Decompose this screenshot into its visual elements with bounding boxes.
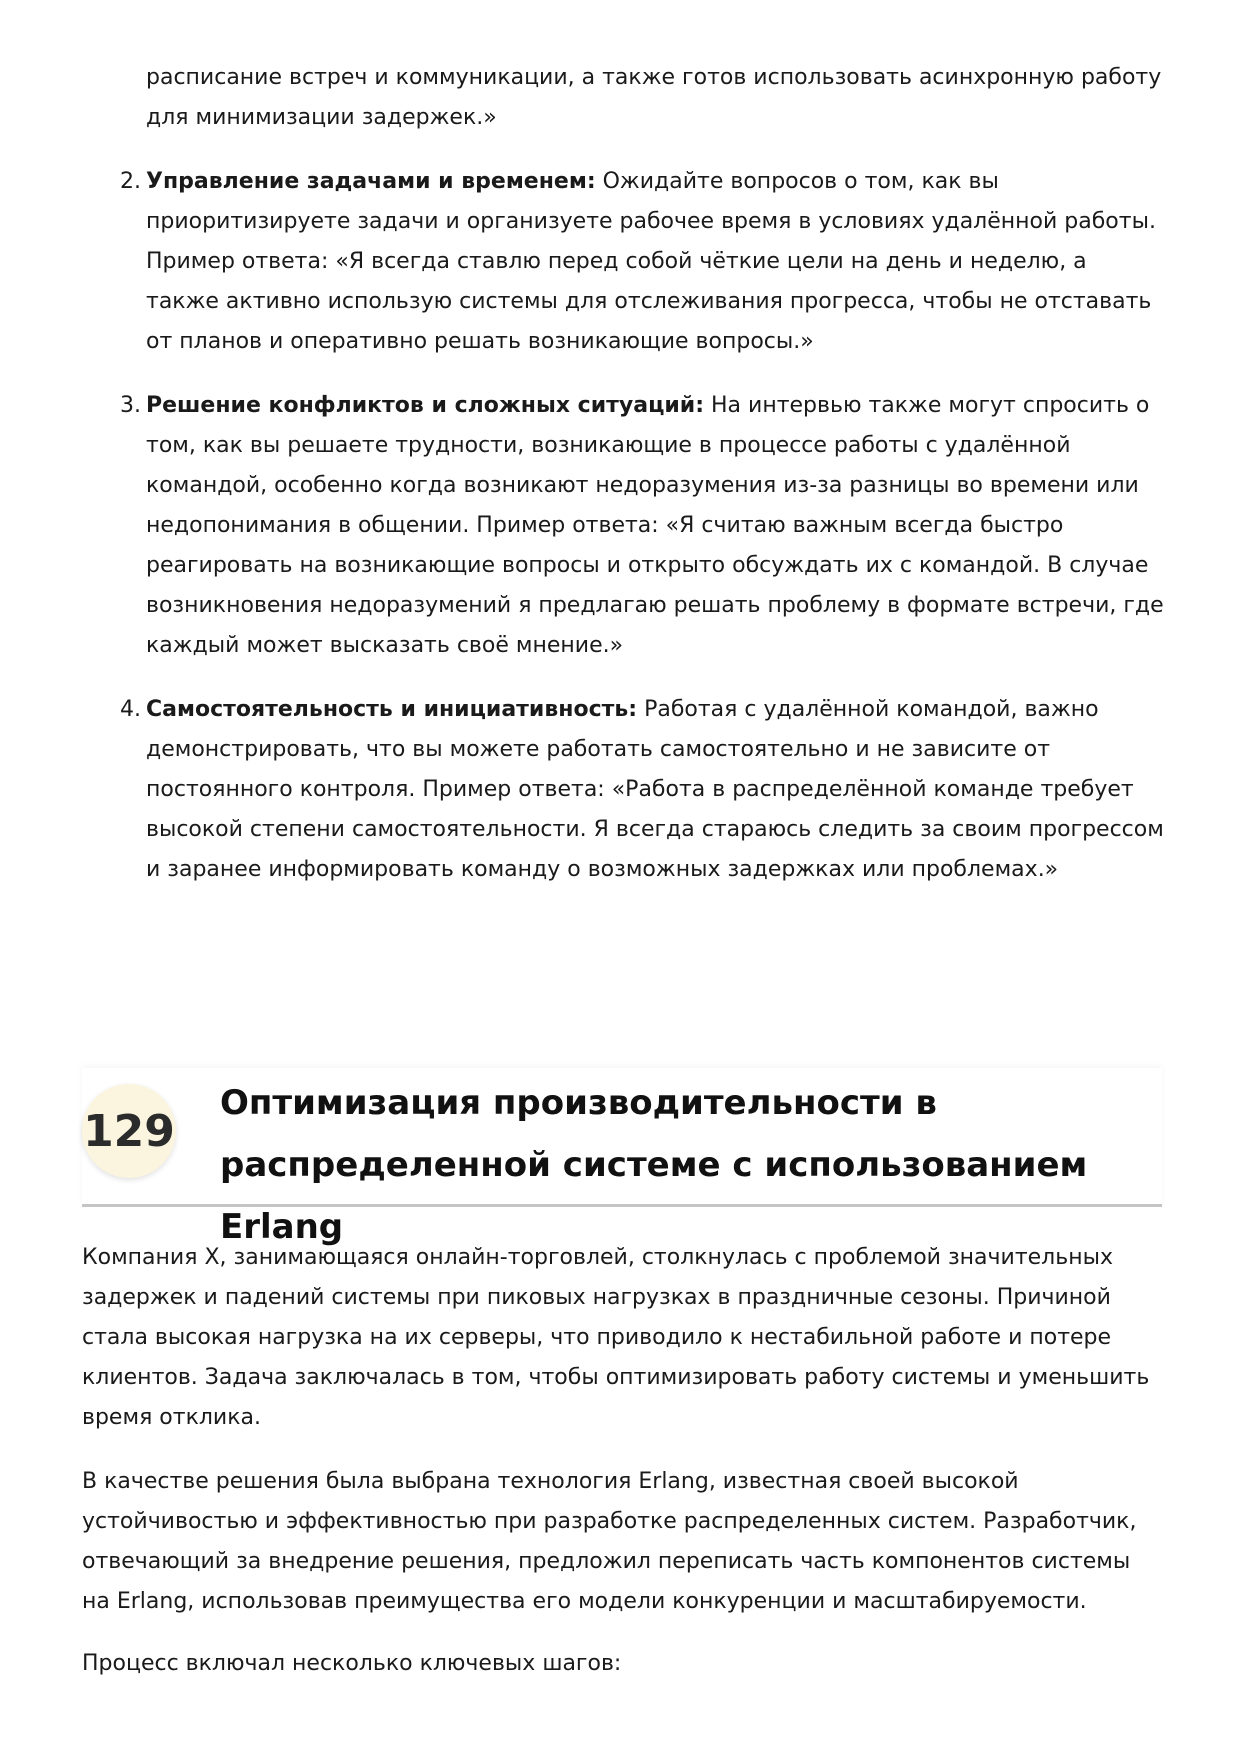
list-item bbox=[116, 690, 1166, 890]
list-item-number: 2. bbox=[120, 169, 141, 194]
list-item-title: Самостоятельность и инициативность: bbox=[146, 697, 638, 722]
numbered-list bbox=[116, 162, 1166, 914]
list-item-text: Работая с удалённой командой, важно демонстрировать, что вы можете работать самостоятельно и не зависите от постоянного контроля. Пример ответа: «Работа в распределённой команде требует высокой степени самостоятельности. Я всегда стараюсь следить за своим прогрессом и заранее информировать команду о возможных задержках или проблемах.» bbox=[146, 697, 1164, 882]
body-paragraph: Процесс включал несколько ключевых шагов: bbox=[82, 1651, 622, 1676]
list-item-text: На интервью также могут спросить о том, как вы решаете трудности, возникающие в процессе работы с удалённой командой, особенно когда возникают недоразумения из-за разницы во времени или недопонимания в общении. Пример ответа: «Я считаю важным всегда быстро реагировать на возникающие вопросы и открыто обсуждать их с командой. В случае возникновения недоразумений я предлагаю решать проблему в формате встречи, где каждый может высказать своё мнение.» bbox=[146, 393, 1164, 658]
list-item-number: 4. bbox=[120, 697, 141, 722]
list-item-number: 3. bbox=[120, 393, 141, 418]
list-item bbox=[116, 386, 1166, 666]
body-paragraph: Компания X, занимающаяся онлайн-торговлей, столкнулась с проблемой значительных задержек и падений системы при пиковых нагрузках в праздничные сезоны. Причиной стала высокая нагрузка на их серверы, что приводило к нестабильной работе и потере клиентов. Задача заключалась в том, чтобы оптимизировать работу системы и уменьшить время отклика. bbox=[82, 1245, 1150, 1430]
section-title: Оптимизация производительности в распределенной системе с использованием Erlang bbox=[220, 1083, 1088, 1247]
section-number-badge: 129 bbox=[82, 1084, 176, 1178]
body-paragraph: В качестве решения была выбрана технология Erlang, известная своей высокой устойчивостью и эффективностью при разработке распределенных систем. Разработчик, отвечающий за внедрение решения, предложил переписать часть компонентов системы на Erlang, использовав преимущества его модели конкуренции и масштабируемости. bbox=[82, 1469, 1137, 1614]
section-header bbox=[82, 1068, 1162, 1247]
list-item-text: Ожидайте вопросов о том, как вы приоритизируете задачи и организуете рабочее время в условиях удалённой работы. Пример ответа: «Я всегда ставлю перед собой чёткие цели на день и неделю, а также активно использую системы для отслеживания прогресса, чтобы не отставать от планов и оперативно решать возникающие вопросы.» bbox=[146, 169, 1156, 354]
list-item-title: Управление задачами и временем: bbox=[146, 169, 596, 194]
list-item-title: Решение конфликтов и сложных ситуаций: bbox=[146, 393, 705, 418]
list-item-continuation: расписание встреч и коммуникации, а также готов использовать асинхронную работу для минимизации задержек.» bbox=[146, 65, 1162, 130]
list-item bbox=[116, 162, 1166, 362]
